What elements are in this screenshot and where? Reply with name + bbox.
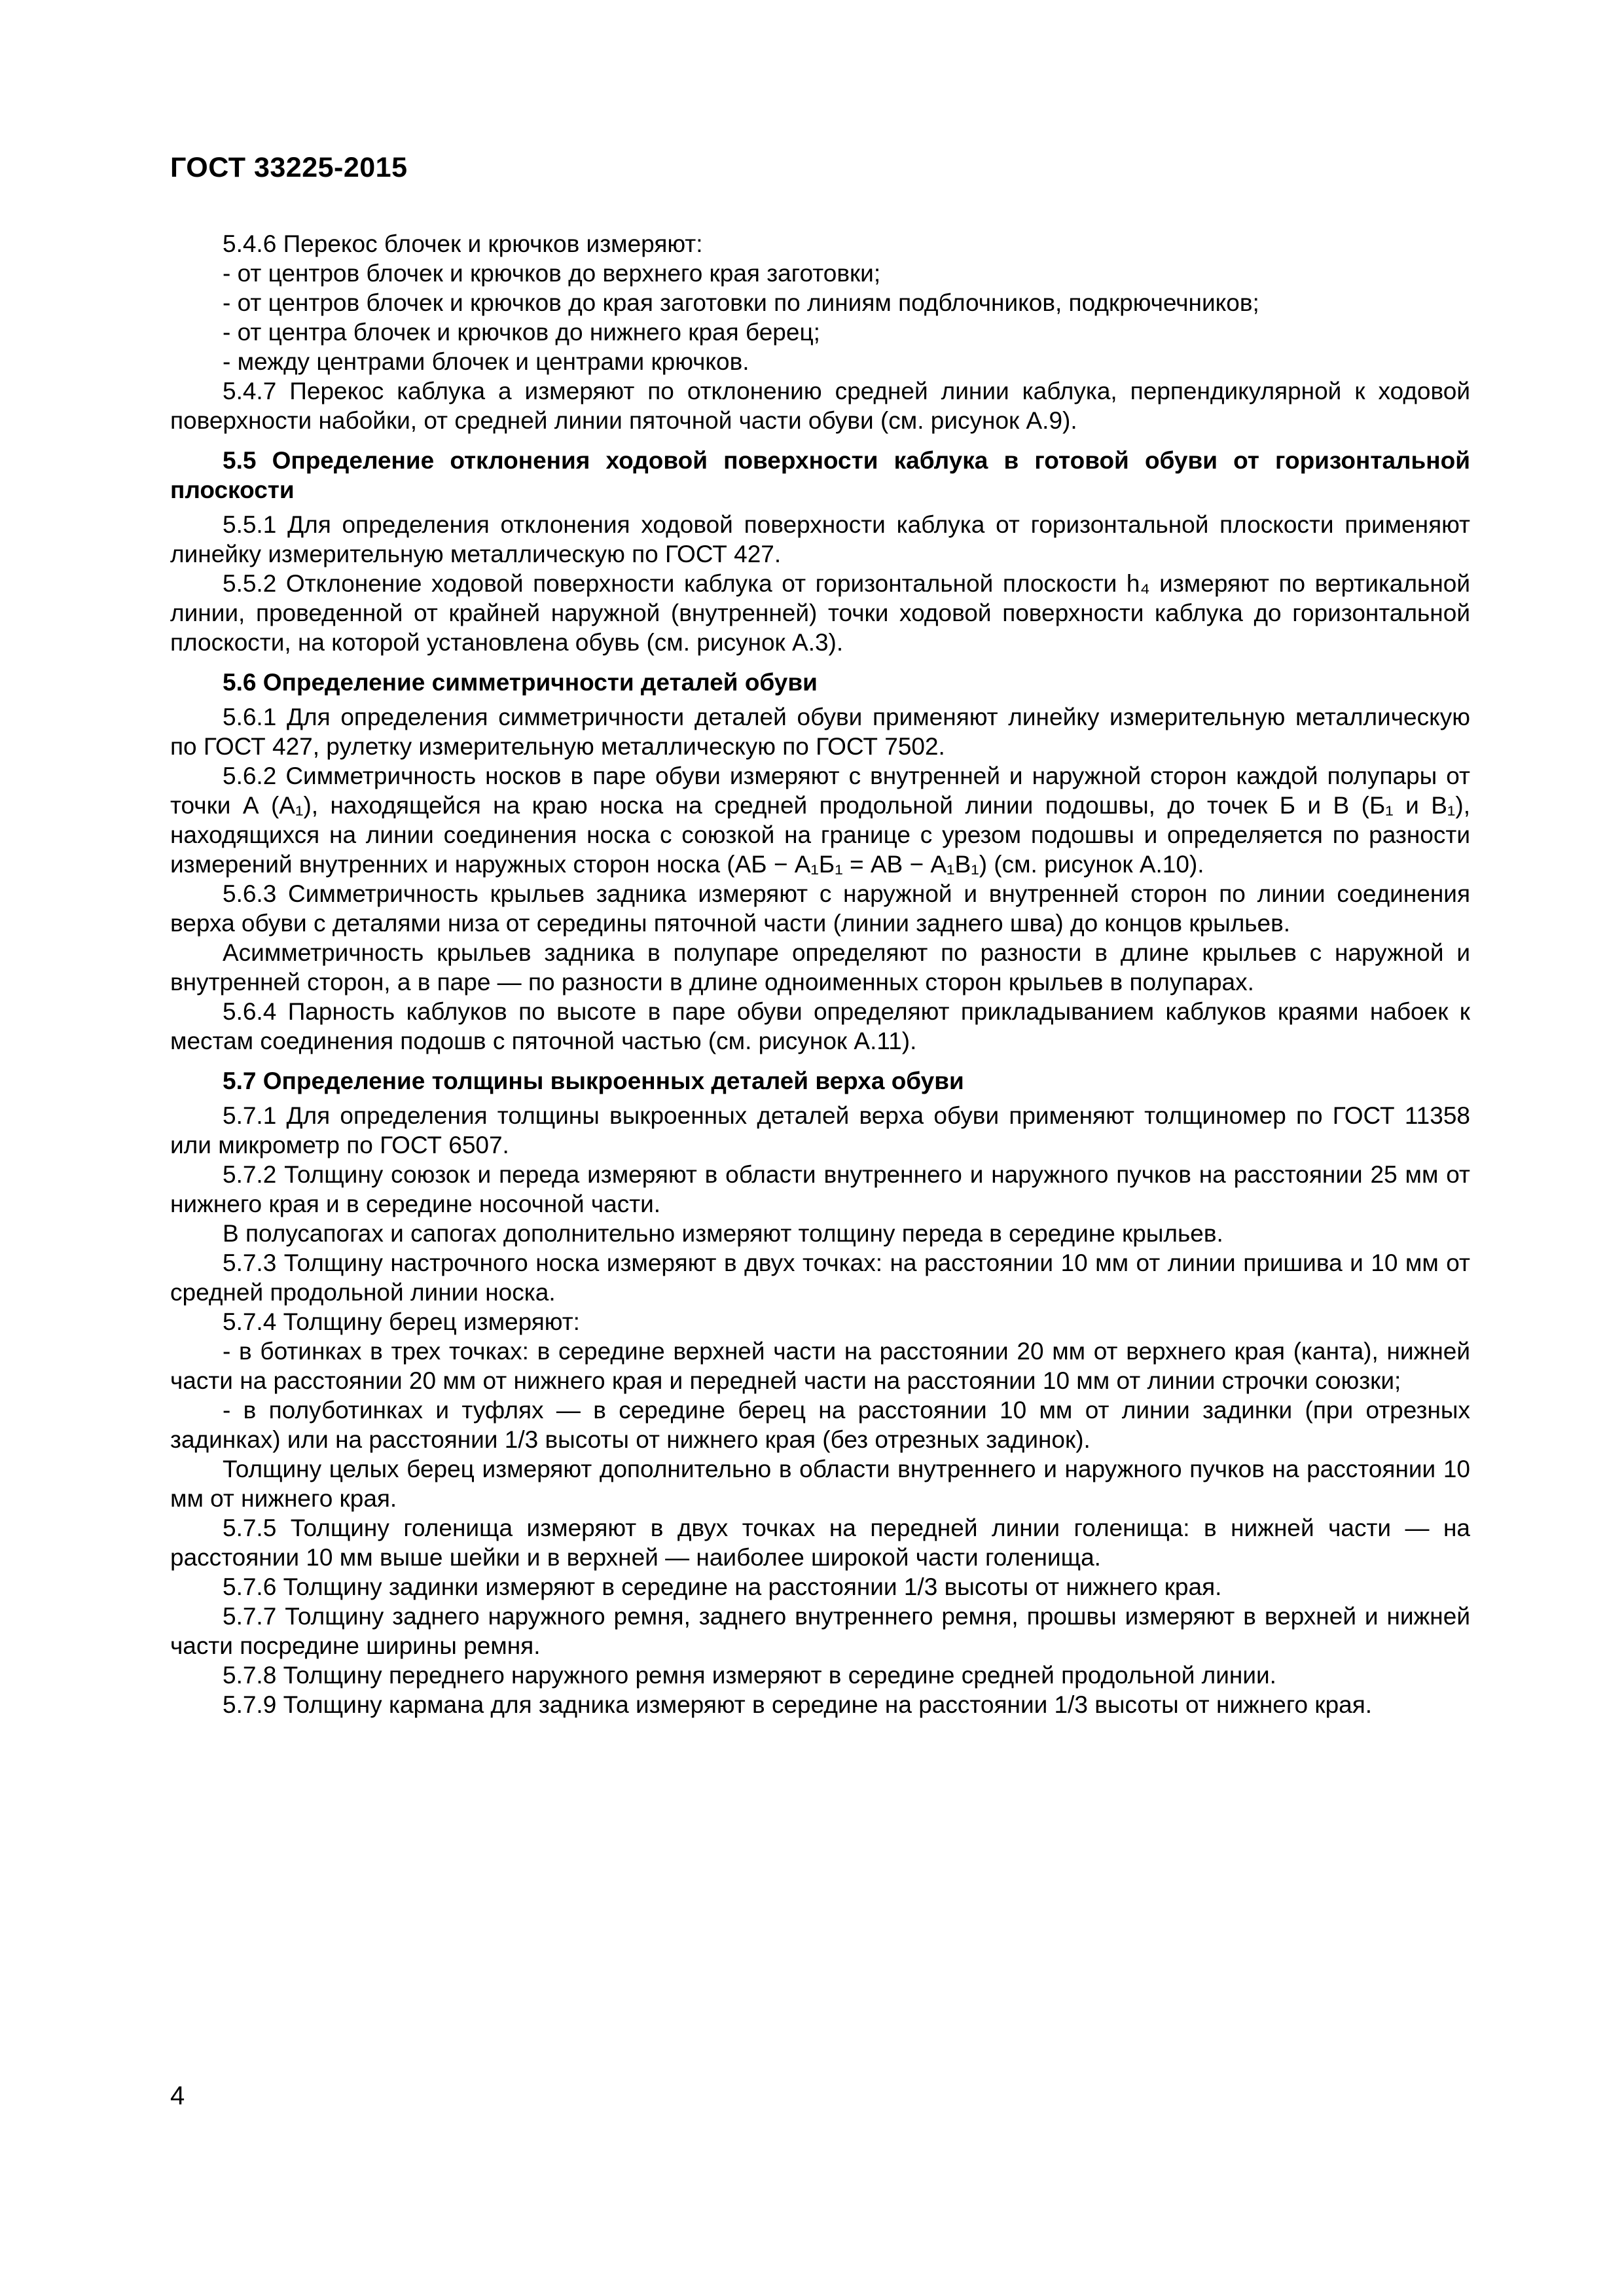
list-item: - в полуботинках и туфлях — в середине берец на расстоянии 10 мм от линии задинки (при отрезных задинках) или на расстоянии 1/3 высоты от нижнего края (без отрезных задинок). <box>170 1397 1470 1453</box>
paragraph-asymmetry: Асимметричность крыльев задника в полупаре определяют по разности в длине крыльев с наружной и внутренней сторон, а в паре — по разности в длине одноименных сторон крыльев в полупарах. <box>170 939 1470 996</box>
paragraph-5-7-8: 5.7.8 Толщину переднего наружного ремня измеряют в середине средней продольной линии. <box>223 1662 1276 1689</box>
paragraph-5-7-3: 5.7.3 Толщину настрочного носка измеряют в двух точках: на расстоянии 10 мм от линии пришива и 10 мм от средней продольной линии носка. <box>170 1249 1470 1306</box>
document-body <box>170 229 1470 1719</box>
paragraph-5-7-7: 5.7.7 Толщину заднего наружного ремня, заднего внутреннего ремня, прошвы измеряют в верхней и нижней части посредине ширины ремня. <box>170 1603 1470 1659</box>
paragraph-5-6-1: 5.6.1 Для определения симметричности деталей обуви применяют линейку измерительную металлическую по ГОСТ 427, рулетку измерительную металлическую по ГОСТ 7502. <box>170 704 1470 760</box>
document-header: ГОСТ 33225-2015 <box>170 152 408 183</box>
paragraph-5-4-6: 5.4.6 Перекос блочек и крючков измеряют: <box>223 230 703 257</box>
paragraph-5-7-9: 5.7.9 Толщину кармана для задника измеряют в середине на расстоянии 1/3 высоты от нижнего края. <box>223 1691 1373 1718</box>
paragraph-5-7-4: 5.7.4 Толщину берец измеряют: <box>223 1308 580 1335</box>
section-heading-5-5: 5.5 Определение отклонения ходовой поверхности каблука в готовой обуви от горизонтальной плоскости <box>170 447 1470 503</box>
section-heading-5-7: 5.7 Определение толщины выкроенных деталей верха обуви <box>223 1067 964 1094</box>
paragraph-5-4-7: 5.4.7 Перекос каблука а измеряют по отклонению средней линии каблука, перпендикулярной к ходовой поверхности набойки, от средней линии пяточной части обуви (см. рисунок А.9). <box>170 378 1470 434</box>
list-item: - в ботинках в трех точках: в середине верхней части на расстоянии 20 мм от верхнего края (канта), нижней части на расстоянии 20 мм от нижнего края и передней части на расстоянии 10 мм от линии строчки союзки; <box>170 1338 1470 1394</box>
paragraph-5-6-2: 5.6.2 Симметричность носков в паре обуви измеряют с внутренней и наружной сторон каждой полупары от точки А (А₁), находящейся на краю носка на средней продольной линии подошвы, до точек Б и В (Б₁ и В₁), находящихся на линии соединения носка с союзкой на границе с урезом подошвы и определяется по разности измерений внутренних и наружных сторон носка (АБ − А₁Б₁ = АВ − А₁В₁) (см. рисунок А.10). <box>170 762 1470 878</box>
paragraph-5-7-2: 5.7.2 Толщину союзок и переда измеряют в области внутреннего и наружного пучков на расстоянии 25 мм от нижнего края и в середине носочной части. <box>170 1161 1470 1217</box>
paragraph-5-7-1: 5.7.1 Для определения толщины выкроенных деталей верха обуви применяют толщиномер по ГОСТ 11358 или микрометр по ГОСТ 6507. <box>170 1102 1470 1158</box>
list-item: - от центров блочек и крючков до края заготовки по линиям подблочников, подкрючечников; <box>223 289 1259 316</box>
section-heading-5-6: 5.6 Определение симметричности деталей обуви <box>223 669 818 696</box>
paragraph-5-5-2: 5.5.2 Отклонение ходовой поверхности каблука от горизонтальной плоскости h₄ измеряют по вертикальной линии, проведенной от крайней наружной (внутренней) точки ходовой поверхности каблука до горизонтальной плоскости, на которой установлена обувь (см. рисунок А.3). <box>170 570 1470 656</box>
paragraph-boots: В полусапогах и сапогах дополнительно измеряют толщину переда в середине крыльев. <box>223 1220 1223 1247</box>
list-item: - от центров блочек и крючков до верхнего края заготовки; <box>223 260 881 287</box>
page-number: 4 <box>170 2081 185 2110</box>
paragraph-5-6-3: 5.6.3 Симметричность крыльев задника измеряют с наружной и внутренней сторон по линии соединения верха обуви с деталями низа от середины пяточной части (линии заднего шва) до концов крыльев. <box>170 880 1470 937</box>
paragraph-whole-quarters: Толщину целых берец измеряют дополнительно в области внутреннего и наружного пучков на расстоянии 10 мм от нижнего края. <box>170 1456 1470 1512</box>
list-item: - между центрами блочек и центрами крючков. <box>223 348 749 375</box>
paragraph-5-7-5: 5.7.5 Толщину голенища измеряют в двух точках на передней линии голенища: в нижней части — на расстоянии 10 мм выше шейки и в верхней — наиболее широкой части голенища. <box>170 1515 1470 1571</box>
paragraph-5-5-1: 5.5.1 Для определения отклонения ходовой поверхности каблука от горизонтальной плоскости применяют линейку измерительную металлическую по ГОСТ 427. <box>170 511 1470 567</box>
paragraph-5-7-6: 5.7.6 Толщину задинки измеряют в середине на расстоянии 1/3 высоты от нижнего края. <box>223 1573 1222 1600</box>
paragraph-5-6-4: 5.6.4 Парность каблуков по высоте в паре обуви определяют прикладыванием каблуков краями набоек к местам соединения подошв с пяточной частью (см. рисунок А.11). <box>170 998 1470 1054</box>
list-item: - от центра блочек и крючков до нижнего края берец; <box>223 319 820 346</box>
